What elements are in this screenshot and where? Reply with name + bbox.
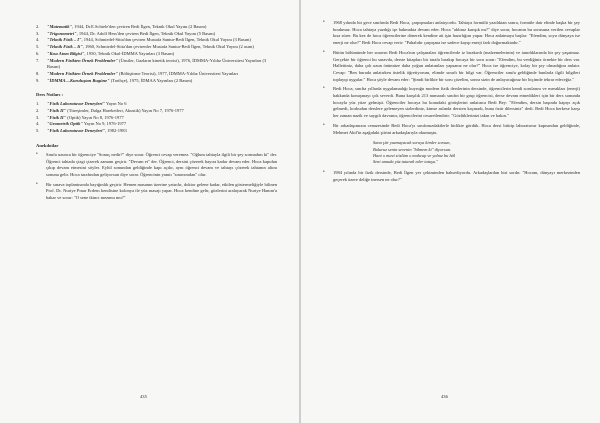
left-page (0, 0, 299, 423)
list-item (36, 51, 277, 58)
item-number: 2. (36, 108, 40, 114)
bullet: • (36, 181, 38, 187)
final-anecdote (323, 170, 580, 183)
notes-list (36, 101, 277, 135)
list-item (36, 152, 277, 179)
item-details: (Ünsiler, Gazların kinetik teorisi), 1976, İDMMA-Yıldız Üniversitesi Yayınları (3 Basım) (47, 57, 267, 70)
list-item (36, 24, 277, 31)
item-details: , 1960, Schmiedel-Sitta'dan çevirenler Mustafa Santur-Bedi İlgen, Teknik Okul Yayını (2 asım) (82, 44, 254, 50)
item-title: "Fizik II" (47, 108, 67, 114)
item-title: "Fizik Laboratuvar Deneyleri" (47, 128, 105, 134)
list-item (36, 78, 277, 85)
poem-line: Seni umuda yüz tutarak eder tutuşu." (373, 159, 439, 165)
bullet: • (323, 86, 325, 92)
item-details: , 1950, Teknik Okul-İDMMA Yayınları (3 Basım) (84, 50, 175, 56)
item-number: 3. (36, 114, 40, 120)
item-number: 5. (36, 128, 40, 134)
list-item (323, 86, 580, 120)
list-item (36, 37, 277, 44)
list-item (36, 101, 277, 108)
poem-line: Buluruz senin sevenin "bilmem ki" diyorsun. (373, 146, 452, 152)
item-number: 4. (36, 121, 40, 127)
bullet: • (323, 49, 325, 55)
anecdotes-list (36, 152, 277, 202)
item-number: 1. (36, 101, 40, 107)
item-details: (Bölüştirme Teorisi), 1977, İDMMA-Yıldız Üniversitesi Yayınları (117, 70, 239, 76)
paragraph-text: Bütün bölümünde her sınavın Bedi Hoca'nın çalışmaları öğrencilerde iz bırakırdı (malzemelerinin) ve tanıdıklarında bir şey yaşatmaz. Gerçekte bir öğrenci bu sınavda, derste kitapları bir tarafa bırakıp hocaya bir soru sorar: "Efendim, bu verdiğiniz örnekte bir ders var. Hallettiniz, daha çok uzun önümüze daha yoğun anlatımları yapsanız ne olur?" Hoca ise öğrenciye, kolay bir şey olmadığını anlatır. Cevap: "Ben burada anlatırken üstelik öğretiyorum, elimde sınırlı bir bilgi var. Öğrenciler sınıfa geldiğinde bunlarla ilgili bilgileri toplayıp uygular." Hoca şöyle devam eder: "Şimdi birlikte bir soru çözelim, sonra sizin de anlayacağınız bir biçimde tekrar edeceğiz." (333, 49, 580, 82)
right-page (301, 0, 600, 423)
poem-line: Hani o mavi sözlüm o mahcup ve yalnız bu hâl (373, 153, 456, 159)
list-item (36, 128, 277, 135)
item-details: , 1944, Dr.E.Schiele'den çeviren Bedi İlgen, Teknik Okul Yayını (2 Basım) (72, 24, 207, 29)
bullet: • (323, 20, 325, 25)
item-number: 4. (36, 37, 40, 43)
item-title: "Teknik Fizik – I" (47, 37, 82, 43)
list-item (323, 123, 580, 136)
item-title: "Geometrik Optik" (47, 121, 83, 127)
list-item (36, 121, 277, 128)
paragraph-text: Bir sınava toplantısında bayığınlık geçirir. Hemen masanın üzerine yatırılır, doktor gelene kadar, etkilen göstermeliğiyle bilinen Prof. Dr. Nuriye Pınar Erdem kendisine kolonya ile yüz masajı yapar. Hoca kendine gelir, gözlerini aralayarak Nuriye Hanım'a bakar ve sorar: "O sene ikinci mezunu mu?" (46, 181, 277, 201)
paragraph-text: Bir arkadaşımızın cenazesinde Bedi Hoca'yı sınıfımızdakilerle birlikte gördük. Hoca dersi bitirip laboratuvar kapısından geldiğinde, Mehmet Akif'in aşağıdaki şiirini arkadaşlarıyla okumuştu. (333, 122, 580, 135)
item-details: (Titreşimler, Dalga Hareketleri, Akustik) Yayın No 7, 1976-1977 (66, 108, 184, 114)
page-number: 435 (140, 394, 147, 399)
paragraph-text: Sınıfa uzunca bir öğrenciye "Sonuç nedir?" diye sorar. Öğrenci cevap veremez. "Oğlum tahtayla ilgili bir şey sormadım ki" der. Öğrenci tahtada çizgi çizerek zamanı geçirir. "Devam et" der. Öğrenci, dersini çözerek hayıra kadar devam eder. Hoca kapıdan çıkıp devam etmesini söyler. Eylül sonundan geldiğinde kapı açılır, aynı öğrenci devam ve tahtayı çözerek tahtanın altını sonuna gelir. Hoca tarafından geliyorsun diye sorar. Öğrencinin yanıtı "sınavımdan" olur. (46, 151, 277, 177)
item-details: , 1944, Schmiedel-Sitta'dan çeviren Mustafa Santur-Bedi İlgen, Teknik Okul Yayını (3 Basım) (81, 37, 251, 43)
poem-line: Sana şiir yazmayacak soruya kimler sorsun, (373, 140, 451, 146)
list-item (323, 50, 580, 84)
list-item (36, 115, 277, 122)
item-number: 8. (36, 70, 40, 76)
list-item: • 1984 yılında bir fizik dersinde, Bedi İlgen yer çekiminden bahsediyordu. Arkadaşlardan biri sordu: "Hocam, dünyayı merkezinden geçerek üzere deliğe inersen ne olur?" (323, 169, 580, 182)
paragraph-text: 1968 yılında bir gece sınıfında Bedi Hoca, çarpışmaları anlatıyordu. Tahtaya formülü yazdıktan sonra, formüle dair elinde başka bir şey bırakmaz. Hoca tahtaya yazdığı işe bakmakta devam eder. Hoca "aklınız karışık mı?" diye sorar, hocanın bu sorusuna verilen cevaplar kısa sürer. Bu kez de hoca öğrencilerine dönerek kendine ait işin hazırlığını yapar. Hoca anlatmaya başlar: "Efendim, soyu dünyaya ise enerji ne olur?" Bedi Hoca cevap verir: "Pahalıdır çarpışma ise sadece kayıp enerji fark doğurmaktadır." (333, 20, 580, 46)
item-details: Yayın No 9, 1976-1977 (82, 121, 127, 127)
poem-quote (373, 140, 580, 166)
item-number: 9. (36, 77, 40, 83)
page-number: 436 (441, 394, 448, 399)
list-item (36, 31, 277, 38)
anecdotes-heading: Anekdotlar (36, 142, 59, 148)
item-title: "Matematik" (47, 24, 72, 29)
list-item (36, 108, 277, 115)
bullet: • (36, 151, 38, 157)
notes-heading: Ders Notları : (36, 92, 64, 98)
paragraph-text: Bedi Hoca, sınıfta yıllarda uygulamadığı kuyruğu modern fizik derslerinin dersinde, öğrencilerin kendi sorularını ve merakları (enerji) hakkında konuşmayı çok severdi. Buna karşılık 213 numaralı sınıfın bir grup öğrencisi, derse devam etmedikleri için bir ders sonunda hocayla yüz yüze gelmişti. Öğrenciler hocaya bu konudaki görüşlerini anlatınca Bedi Bey: "Efendim, dersin başında kapıyı açık gelmedi, korkudan derslere gelemeyen sizlerdiniz, kimse aslında dersten kaçmadı, buna özür dilersiniz" dedi. Bedi Hoca herkese karşı her zaman nazik ve saygılı davranır, öğrencilerini cesaretlendirir: "Gözlüklerinizi takın ve bakın." (333, 86, 580, 119)
list-item (323, 20, 580, 47)
list-item (36, 71, 277, 78)
item-number: 2. (36, 24, 40, 29)
item-title: "Fizik Laboratuvar Deneyleri" (47, 101, 105, 107)
list-item (36, 182, 277, 202)
item-details: (Tarihçe), 1975, İDMAA Yayınları (2 Basım) (109, 77, 193, 83)
anecdotes-list-continued (323, 20, 580, 136)
list-item (36, 44, 277, 51)
item-details: , 1982-1983 (105, 128, 127, 134)
item-title: "Modern Fizikten Örnek Problemler" (47, 57, 118, 63)
item-title: "Trigonometri" (47, 30, 77, 36)
item-title: "Teknik Fizik – Ii" (47, 44, 83, 50)
item-number: 5. (36, 44, 40, 50)
list-item (36, 58, 277, 71)
item-details: Yayın No 6 (105, 101, 127, 107)
item-details: , 1944, Dr. Adolf Hess'den çeviren Bedi İlgen, Teknik Okul Yayını (5 Basım) (76, 30, 216, 36)
item-title: "İDMMA—Kuruluştan Bugüne" (47, 77, 110, 83)
item-number: 7. (36, 57, 40, 63)
item-title: "Modern Fizikten Örnek Problemler" (47, 70, 118, 76)
bullet: • (323, 122, 325, 128)
book-list (36, 24, 277, 84)
item-number: 3. (36, 30, 40, 36)
item-title: "Kısa Atom Bilgisi" (47, 50, 85, 56)
item-title: "Fizik II" (47, 114, 67, 120)
item-details: (Optik) Yayın No 8, 1976-1977 (66, 114, 124, 120)
item-number: 6. (36, 50, 40, 56)
